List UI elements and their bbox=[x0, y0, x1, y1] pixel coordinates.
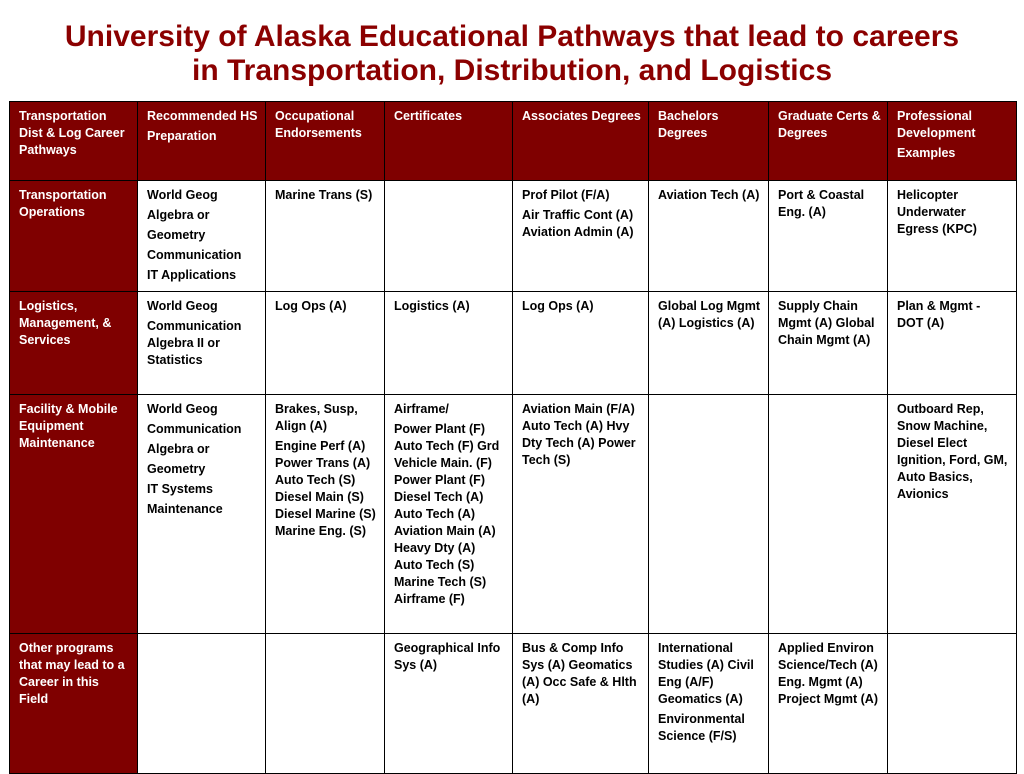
row-head-facility-mobile-equipment-maintenance: Facility & Mobile Equipment Maintenance bbox=[10, 395, 138, 634]
header-line: Graduate Certs & Degrees bbox=[778, 109, 881, 140]
table-cell bbox=[888, 395, 1017, 634]
cell-line: Geometry bbox=[147, 228, 206, 242]
header-professional-development bbox=[888, 102, 1017, 181]
cell-line: Log Ops (A) bbox=[275, 299, 347, 313]
cell-line: Communication Algebra II or Statistics bbox=[147, 319, 242, 367]
cell-line: Power Plant (F) Auto Tech (F) Grd Vehicle Main. (F) Power Plant (F) Diesel Tech (A) Auto Tech (A) Aviation Main (A) Heavy Dty (A) Auto Tech (S) Marine Tech (S) Airframe (F) bbox=[394, 422, 500, 606]
table-cell bbox=[266, 292, 385, 395]
table-row bbox=[10, 292, 1017, 395]
header-line: Transportation Dist & Log Career Pathways bbox=[19, 109, 125, 157]
cell-line: World Geog bbox=[147, 188, 218, 202]
table-cell bbox=[513, 634, 649, 774]
header-line: Recommended HS bbox=[147, 109, 258, 123]
table-cell bbox=[769, 181, 888, 292]
table-cell bbox=[769, 395, 888, 634]
table-cell bbox=[649, 181, 769, 292]
cell-line: Aviation Tech (A) bbox=[658, 188, 760, 202]
cell-line: Global Log Mgmt (A) Logistics (A) bbox=[658, 299, 761, 330]
table-cell bbox=[649, 395, 769, 634]
table-cell bbox=[138, 292, 266, 395]
cell-line: Applied Environ Science/Tech (A) Eng. Mgmt (A) Project Mgmt (A) bbox=[778, 641, 878, 706]
table-cell bbox=[649, 292, 769, 395]
cell-line: Aviation Main (F/A) Auto Tech (A) Hvy Dty Tech (A) Power Tech (S) bbox=[522, 402, 636, 467]
table-cell bbox=[769, 292, 888, 395]
table-cell bbox=[513, 395, 649, 634]
row-head-other-programs: Other programs that may lead to a Career in this Field bbox=[10, 634, 138, 774]
cell-line: Plan & Mgmt - DOT (A) bbox=[897, 299, 981, 330]
header-certificates bbox=[385, 102, 513, 181]
table-row bbox=[10, 634, 1017, 774]
header-bachelors-degrees bbox=[649, 102, 769, 181]
table-cell bbox=[138, 395, 266, 634]
cell-line: Geometry bbox=[147, 462, 206, 476]
pathways-table bbox=[9, 101, 1017, 774]
cell-line: Communication bbox=[147, 248, 242, 262]
cell-line: Logistics (A) bbox=[394, 299, 470, 313]
table-cell bbox=[888, 292, 1017, 395]
header-line: Professional Development bbox=[897, 109, 976, 140]
header-career-pathways bbox=[10, 102, 138, 181]
cell-line: Geographical Info Sys (A) bbox=[394, 641, 501, 672]
cell-line: Bus & Comp Info Sys (A) Geomatics (A) Occ Safe & Hlth (A) bbox=[522, 641, 637, 706]
table-cell bbox=[385, 634, 513, 774]
table-cell bbox=[138, 634, 266, 774]
header-line: Bachelors Degrees bbox=[658, 109, 719, 140]
header-line: Preparation bbox=[147, 129, 217, 143]
table-cell bbox=[385, 181, 513, 292]
header-graduate-certs-degrees bbox=[769, 102, 888, 181]
table-cell bbox=[513, 292, 649, 395]
cell-line: Airframe/ bbox=[394, 402, 449, 416]
table-cell bbox=[266, 181, 385, 292]
header-row bbox=[10, 102, 1017, 181]
table-cell bbox=[385, 395, 513, 634]
cell-line: Maintenance bbox=[147, 502, 223, 516]
cell-line: Communication bbox=[147, 422, 242, 436]
header-occupational-endorsements bbox=[266, 102, 385, 181]
page-title bbox=[0, 0, 1024, 87]
cell-line: World Geog bbox=[147, 299, 218, 313]
cell-line: Prof Pilot (F/A) bbox=[522, 188, 610, 202]
title-line-1: University of Alaska Educational Pathways that lead to careers bbox=[64, 20, 960, 53]
cell-line: Log Ops (A) bbox=[522, 299, 594, 313]
header-line: Certificates bbox=[394, 109, 463, 123]
table-row bbox=[10, 395, 1017, 634]
table-cell bbox=[266, 395, 385, 634]
header-line: Examples bbox=[897, 146, 956, 160]
cell-line: Helicopter Underwater Egress (KPC) bbox=[897, 188, 977, 236]
cell-line: Algebra or bbox=[147, 208, 210, 222]
cell-line: IT Systems bbox=[147, 482, 214, 496]
table-cell bbox=[888, 634, 1017, 774]
header-recommended-hs-preparation bbox=[138, 102, 266, 181]
header-associates-degrees bbox=[513, 102, 649, 181]
cell-line: Air Traffic Cont (A) Aviation Admin (A) bbox=[522, 208, 634, 239]
cell-line: Supply Chain Mgmt (A) Global Chain Mgmt (A) bbox=[778, 299, 875, 347]
cell-line: Algebra or bbox=[147, 442, 210, 456]
cell-line: Engine Perf (A) Power Trans (A) Auto Tech (S) Diesel Main (S) Diesel Marine (S) Marine Eng. (S) bbox=[275, 439, 376, 538]
table-cell bbox=[888, 181, 1017, 292]
table-cell bbox=[513, 181, 649, 292]
header-line: Associates Degrees bbox=[522, 109, 641, 123]
cell-line: Outboard Rep, Snow Machine, Diesel Elect Ignition, Ford, GM, Auto Basics, Avionics bbox=[897, 402, 1008, 501]
cell-line: IT Applications bbox=[147, 268, 237, 282]
cell-line: International Studies (A) Civil Eng (A/F) Geomatics (A) bbox=[658, 641, 754, 706]
cell-line: Brakes, Susp, Align (A) bbox=[275, 402, 358, 433]
row-head-transportation-operations: Transportation Operations bbox=[10, 181, 138, 292]
cell-line: World Geog bbox=[147, 402, 218, 416]
cell-line: Marine Trans (S) bbox=[275, 188, 373, 202]
cell-line: Port & Coastal Eng. (A) bbox=[778, 188, 865, 219]
table-row bbox=[10, 181, 1017, 292]
title-line-2: in Transportation, Distribution, and Logistics bbox=[191, 54, 833, 87]
table-cell bbox=[385, 292, 513, 395]
table-cell bbox=[138, 181, 266, 292]
table-cell bbox=[769, 634, 888, 774]
cell-line: Environmental Science (F/S) bbox=[658, 712, 745, 743]
header-line: Occupational Endorsements bbox=[275, 109, 362, 140]
table-cell bbox=[266, 634, 385, 774]
row-head-logistics-management-services: Logistics, Management, & Services bbox=[10, 292, 138, 395]
table-cell bbox=[649, 634, 769, 774]
